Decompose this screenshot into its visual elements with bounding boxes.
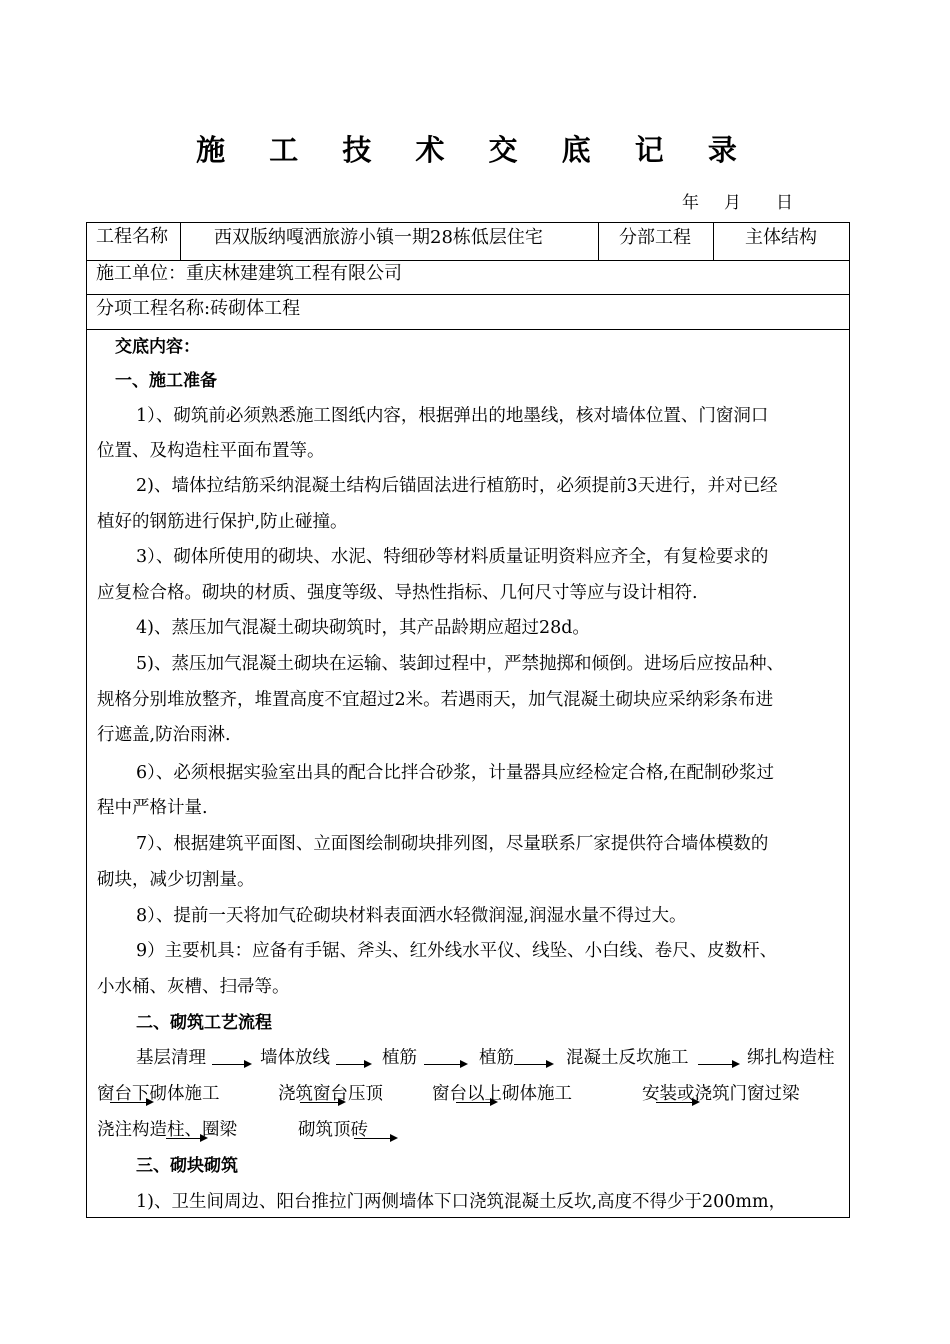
flow-step: 砌筑顶砖 — [298, 1120, 368, 1140]
paragraph-line: 规格分别堆放整齐，堆置高度不宜超过2米。若遇雨天，加气混凝土砌块应采纳彩条布进 — [97, 690, 774, 710]
paragraph-line: 9）主要机具：应备有手锯、斧头、红外线水平仪、线坠、小白线、卷尺、皮数杆、 — [136, 941, 778, 961]
flow-arrow-icon — [656, 1102, 698, 1103]
flow-arrow-icon — [424, 1064, 466, 1065]
paragraph-line: 砌块，减少切割量。 — [97, 870, 255, 890]
flow-arrow-icon — [300, 1102, 344, 1103]
row-divider — [86, 329, 850, 330]
flow-step: 窗台以上砌体施工 — [432, 1084, 572, 1104]
division-label: 分部工程 — [619, 227, 691, 248]
flow-arrow-icon — [456, 1102, 496, 1103]
section-heading: 三、砌块砌筑 — [136, 1156, 238, 1176]
content-label: 交底内容： — [115, 337, 200, 357]
flow-step: 基层清理 — [136, 1048, 206, 1068]
paragraph-line: 1)、卫生间周边、阳台推拉门两侧墙体下口浇筑混凝土反坎,高度不得少于200mm， — [136, 1192, 787, 1212]
section-heading: 一、施工准备 — [115, 371, 217, 391]
date-line — [682, 188, 793, 213]
flow-arrow-icon — [514, 1064, 552, 1065]
paragraph-line: 4)、蒸压加气混凝土砌块砌筑时，其产品龄期应超过28d。 — [136, 618, 590, 638]
paragraph-line: 2)、墙体拉结筋采纳混凝土结构后锚固法进行植筋时，必须提前3天进行，并对已经 — [136, 476, 778, 496]
paragraph-line: 小水桶、灰槽、扫帚等。 — [97, 977, 290, 997]
column-divider — [180, 222, 181, 260]
division-value: 主体结构 — [745, 227, 817, 248]
flow-arrow-icon — [166, 1138, 206, 1139]
paragraph-line: 3）、砌体所使用的砌块、水泥、特细砂等材料质量证明资料应齐全，有复检要求的 — [136, 547, 769, 567]
flow-arrow-icon — [212, 1064, 250, 1065]
flow-step: 绑扎构造柱 — [747, 1048, 835, 1068]
row-divider — [86, 260, 850, 261]
flow-step: 混凝土反坎施工 — [566, 1048, 689, 1068]
flow-step: 窗台下砌体施工 — [97, 1084, 220, 1104]
paragraph-line: 5)、蒸压加气混凝土砌块在运输、装卸过程中，严禁抛掷和倾倒。进场后应按品种、 — [136, 654, 784, 674]
paragraph-line: 位置、及构造柱平面布置等。 — [97, 441, 325, 461]
flow-step: 墙体放线 — [260, 1048, 330, 1068]
flow-step: 植筋 — [479, 1048, 514, 1068]
date-day: 日 — [776, 193, 793, 213]
date-month: 月 — [724, 193, 741, 213]
paragraph-line: 行遮盖,防治雨淋. — [97, 725, 231, 745]
row-divider — [86, 294, 850, 295]
flow-step: 植筋 — [382, 1048, 417, 1068]
project-name-label: 工程名称 — [96, 226, 168, 247]
paragraph-line: 程中严格计量. — [97, 798, 208, 818]
flow-step: 浇注构造柱、圈梁 — [97, 1120, 237, 1140]
subitem-line: 分项工程名称:砖砌体工程 — [96, 298, 301, 319]
paragraph-line: 应复检合格。砌块的材质、强度等级、导热性指标、几何尺寸等应与设计相符. — [97, 583, 698, 603]
project-name-value: 西双版纳嘎洒旅游小镇一期28栋低层住宅 — [214, 227, 543, 248]
column-divider — [713, 222, 714, 260]
date-year: 年 — [682, 193, 699, 213]
document-title: 施 工 技 术 交 底 记 录 — [196, 133, 754, 167]
flow-step: 浇筑窗台压顶 — [278, 1084, 383, 1104]
paragraph-line: 植好的钢筋进行保护,防止碰撞。 — [97, 512, 348, 532]
paragraph-line: 6）、必须根据实验室出具的配合比拌合砂浆，计量器具应经检定合格,在配制砂浆过 — [136, 763, 774, 783]
paragraph-line: 8）、提前一天将加气砼砌块材料表面洒水轻微润湿,润湿水量不得过大。 — [136, 906, 687, 926]
paragraph-line: 1）、砌筑前必须熟悉施工图纸内容，根据弹出的地墨线，核对墙体位置、门窗洞口 — [136, 406, 769, 426]
section-heading: 二、砌筑工艺流程 — [136, 1013, 272, 1033]
flow-arrow-icon — [698, 1064, 738, 1065]
flow-step: 安装或浇筑门窗过梁 — [642, 1084, 800, 1104]
flow-arrow-icon — [354, 1138, 396, 1139]
flow-arrow-icon — [110, 1102, 152, 1103]
contractor-line: 施工单位：重庆林建建筑工程有限公司 — [96, 263, 402, 284]
column-divider — [598, 222, 599, 260]
flow-arrow-icon — [336, 1064, 370, 1065]
paragraph-line: 7）、根据建筑平面图、立面图绘制砌块排列图，尽量联系厂家提供符合墙体模数的 — [136, 834, 769, 854]
